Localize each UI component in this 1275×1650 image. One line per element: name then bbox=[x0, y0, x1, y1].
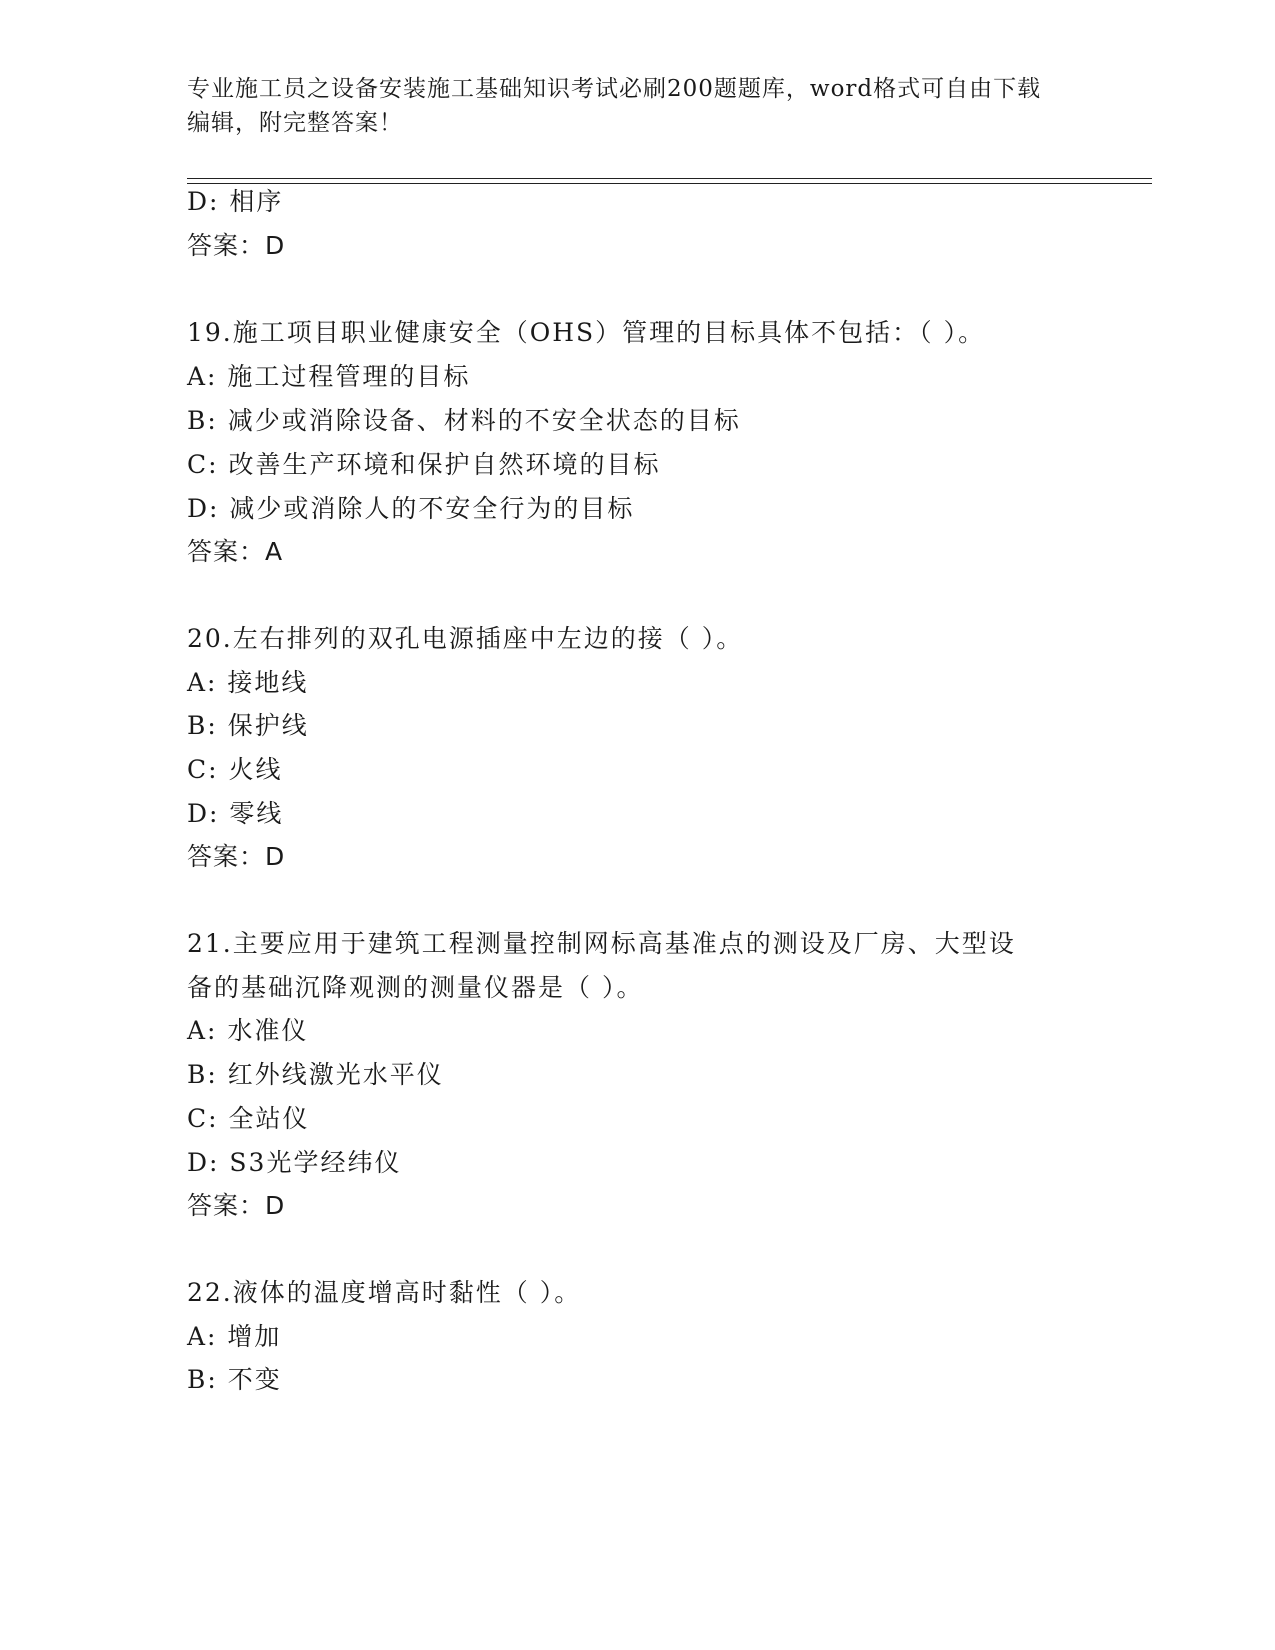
q19-option-d: D: 减少或消除人的不安全行为的目标 bbox=[187, 494, 635, 523]
q20-option-d: D: 零线 bbox=[187, 799, 284, 828]
q20-option-b: B: 保护线 bbox=[187, 711, 309, 740]
q22-option-a: A: 增加 bbox=[187, 1322, 282, 1351]
header-rule-top bbox=[187, 178, 1152, 179]
q22-stem: 22.液体的温度增高时黏性（ ）。 bbox=[187, 1278, 582, 1307]
q20-stem: 20.左右排列的双孔电源插座中左边的接（ ）。 bbox=[187, 624, 744, 653]
q21-option-d: D: S3光学经纬仪 bbox=[187, 1148, 402, 1177]
q22-option-b: B: 不变 bbox=[187, 1365, 282, 1394]
q19-answer: 答案：A bbox=[187, 537, 284, 566]
q20-option-c: C: 火线 bbox=[187, 755, 283, 784]
q21-answer: 答案：D bbox=[187, 1191, 286, 1220]
q19-option-b: B: 减少或消除设备、材料的不安全状态的目标 bbox=[187, 406, 741, 435]
q19-option-c: C: 改善生产环境和保护自然环境的目标 bbox=[187, 450, 661, 479]
header-rule-bottom bbox=[187, 183, 1152, 184]
q19-option-a: A: 施工过程管理的目标 bbox=[187, 362, 471, 391]
header-title-line1: 专业施工员之设备安装施工基础知识考试必刷200题题库，word格式可自由下载 bbox=[187, 76, 1042, 102]
q21-stem-line2: 备的基础沉降观测的测量仪器是（ ）。 bbox=[187, 973, 644, 1002]
q20-answer: 答案：D bbox=[187, 842, 286, 871]
q21-stem-line1: 21.主要应用于建筑工程测量控制网标高基准点的测设及厂房、大型设 bbox=[187, 929, 1016, 958]
prev-option-d: D: 相序 bbox=[187, 187, 284, 216]
header-title-line2: 编辑，附完整答案！ bbox=[187, 110, 403, 136]
q20-option-a: A: 接地线 bbox=[187, 668, 309, 697]
q21-option-c: C: 全站仪 bbox=[187, 1104, 310, 1133]
q21-option-b: B: 红外线激光水平仪 bbox=[187, 1060, 444, 1089]
q19-stem: 19.施工项目职业健康安全（OHS）管理的目标具体不包括：（ ）。 bbox=[187, 318, 986, 347]
prev-answer: 答案：D bbox=[187, 231, 286, 260]
document-header bbox=[187, 72, 1067, 140]
q21-option-a: A: 水准仪 bbox=[187, 1016, 309, 1045]
